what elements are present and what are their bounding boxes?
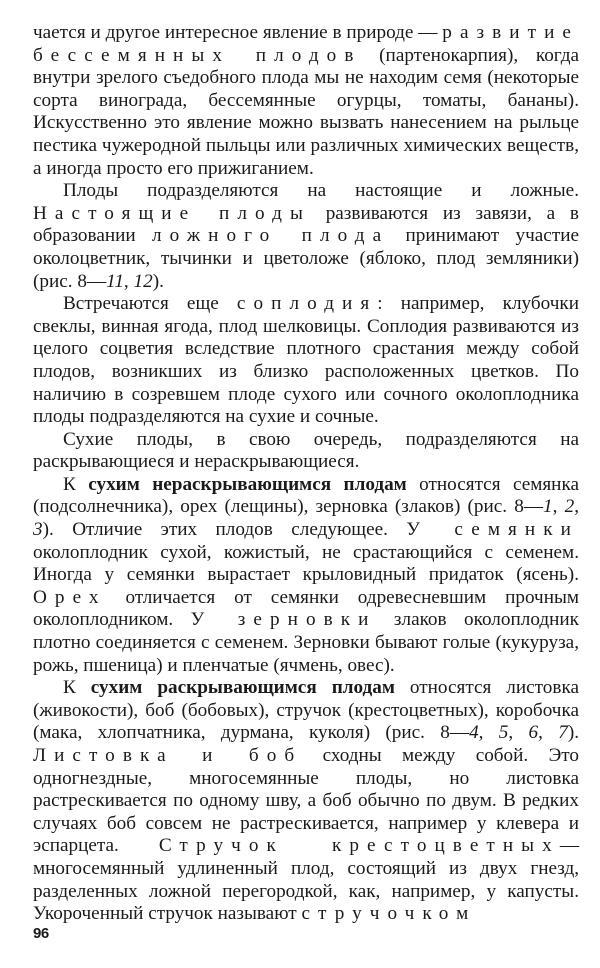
figure-ref: 7 — [558, 722, 568, 744]
spaced-term: Листовка и боб — [33, 745, 303, 766]
text-run: , — [123, 270, 134, 292]
bold-term: сухим раскрывающимся плодам — [90, 677, 395, 699]
text-run: ). — [152, 270, 164, 292]
text-run: Сухие плоды, в свою очередь, подразделяются на раскрывающиеся и нераскрывающиеся. — [33, 428, 579, 473]
text-run: — многосемянный удлиненный плод, состоящий из двух гнезд, разделенных ложной перегородкой, как, например, у капусты. Укороченный стручок называют — [33, 835, 579, 925]
spaced-term: Орех — [33, 586, 107, 608]
figure-ref: 5 — [498, 722, 509, 744]
page-body-text — [33, 22, 579, 926]
figure-ref: 2 — [564, 496, 575, 518]
text-run: злаков околоплодник плотно соединяется с семенем. Зерновки бывают голые (кукуруза, рожь, пшеница) и пленчатые (ячмень, овес). — [33, 609, 579, 676]
figure-ref: 4 — [469, 722, 479, 744]
text-run: , — [478, 722, 499, 744]
text-run: относятся листовка (живокости), боб (бобовых), стручок (крестоцветных), коробочка (мака, хлопчатника, дурмана, куколя) (рис. 8— — [33, 677, 579, 744]
figure-ref: 11 — [106, 270, 124, 292]
spaced-term: соплодия — [236, 293, 378, 315]
paragraph-indehiscent-fruits — [33, 474, 579, 677]
paragraph-infructescence — [33, 293, 579, 429]
paragraph-dehiscent-fruits — [33, 677, 579, 926]
text-run: Встречаются еще — [63, 293, 237, 315]
bold-term: сухим нераскрывающимся плодам — [88, 473, 407, 495]
text-run: чается и другое интересное явление в природе — — [33, 22, 443, 43]
spaced-term: развитие бессемянных плодов — [33, 22, 579, 66]
paragraph-dry-fruits — [33, 429, 579, 474]
spaced-term: стручочком — [301, 903, 477, 925]
text-run: развиваются из завязи, а в образовании — [33, 202, 579, 247]
spaced-term: Настоящие плоды — [33, 202, 311, 224]
figure-ref: 3 — [33, 519, 43, 541]
figure-ref: 12 — [133, 270, 153, 292]
text-run: К — [63, 677, 91, 699]
text-run: , — [508, 722, 529, 744]
paragraph-true-false-fruits — [33, 180, 579, 293]
spaced-term: У зерновки — [190, 609, 377, 631]
text-run: ). — [567, 722, 580, 744]
text-run: , — [552, 496, 565, 518]
text-run: , — [538, 722, 559, 744]
paragraph-parthenocarpy — [33, 22, 579, 180]
text-run: принимают участие околоцветник, тычинки и цветоложе (яблоко, плод земляники) (рис. 8— — [33, 225, 579, 292]
text-run: : например, клубочки свеклы, винная ягода, плод шелковицы. Соплодия развиваются из целого соцветия вследствие плотного срастания между собой плодов, возникших из близко расположенных цветков. По наличию в созревшем плоде сухого или сочного околоплодника плоды подразделяются на сухие и сочные. — [33, 293, 579, 428]
spaced-term: ложного плода — [152, 225, 390, 247]
spaced-term: У семянки — [406, 519, 579, 541]
text-run: К — [63, 473, 89, 495]
page-number: 96 — [33, 925, 49, 942]
text-run: околоплодник сухой, кожистый, не срастающийся с семенем. Иногда у семянки вырастает крыловидный придаток (ясень). — [33, 541, 579, 586]
figure-ref: 1 — [543, 496, 553, 518]
figure-ref: 6 — [528, 722, 539, 744]
text-run: Плоды подразделяются на настоящие и ложные. — [63, 180, 579, 202]
text-run: относятся семянка (подсолнечника), орех (лещины), зерновка (злаков) (рис. 8— — [33, 473, 579, 518]
text-run: , — [574, 496, 580, 518]
text-run: (партенокарпия), когда внутри зрелого съедобного плода мы не находим семя (некоторые сорта винограда, бессемянные огурцы, томаты, бананы). Искусственно это явление можно вызвать нанесением на рыльце пестика чужеродной пыльцы или различных химических веществ, а иногда просто его прижиганием. — [33, 44, 579, 179]
spaced-term: Стручок крестоцветных — [158, 835, 560, 857]
text-run: отличается от семянки одревесневшим прочным околоплодником. — [33, 586, 579, 631]
text-run: ). Отличие этих плодов следующее. — [42, 519, 407, 541]
text-run: сходны между собой. Это одногнездные, многосемянные плоды, но листовка растрескивается по одному шву, а боб обычно по двум. В редких случаях боб совсем не растрескивается, например у клевера и эспарцета. — [33, 745, 579, 857]
